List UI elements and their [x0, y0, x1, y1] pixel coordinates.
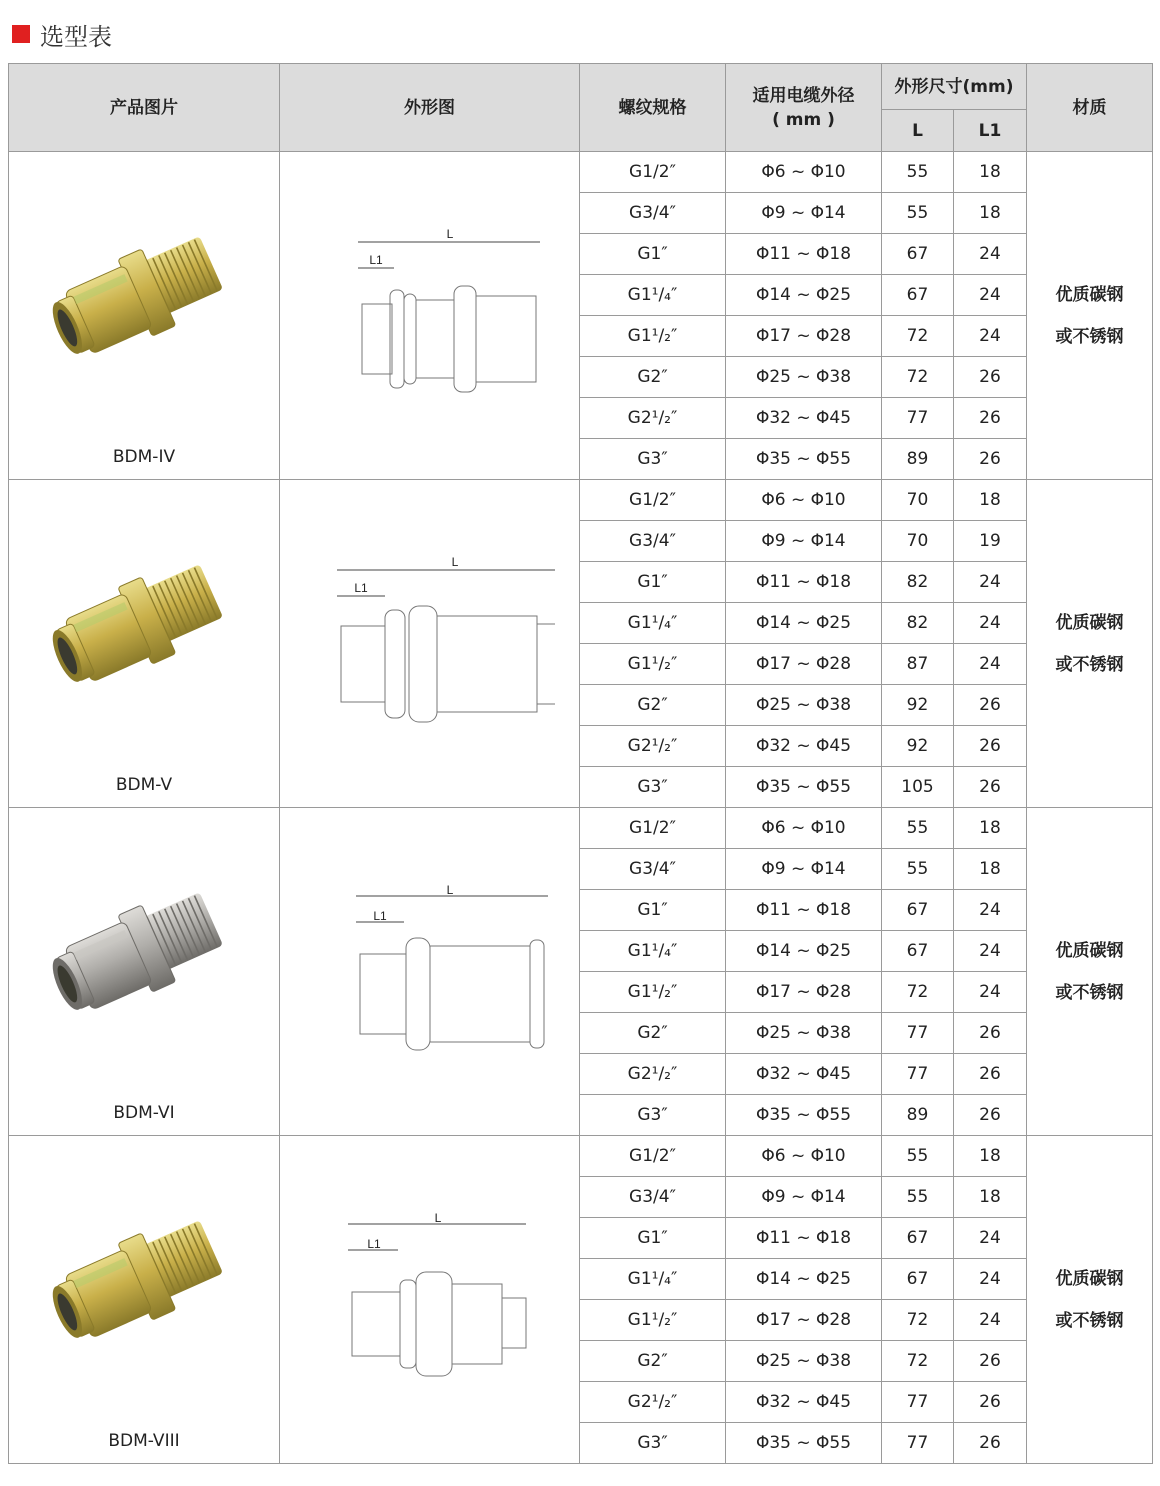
cable-od-cell: Φ6 ~ Φ10 [726, 808, 882, 849]
header-dim-l: L [882, 110, 954, 152]
header-material: 材质 [1027, 64, 1153, 152]
header-cable-od-line1: 适用电缆外径 [752, 85, 855, 106]
dim-l-cell: 67 [882, 234, 954, 275]
dim-l1-cell: 18 [954, 849, 1027, 890]
thread-cell: G2″ [580, 1341, 726, 1382]
header-dims: 外形尺寸(mm) [882, 64, 1027, 110]
header-cable-od-line2: ( mm ) [772, 109, 835, 130]
thread-cell: G2¹/₂″ [580, 398, 726, 439]
dim-l1-cell: 24 [954, 275, 1027, 316]
material-line1: 优质碳钢 [1055, 1268, 1124, 1289]
cable-od-cell: Φ9 ~ Φ14 [726, 193, 882, 234]
cable-od-cell: Φ11 ~ Φ18 [726, 1218, 882, 1259]
header-product-image: 产品图片 [9, 64, 280, 152]
dim-l-cell: 72 [882, 316, 954, 357]
dim-l-cell: 82 [882, 603, 954, 644]
thread-cell: G1¹/₂″ [580, 972, 726, 1013]
dim-l-cell: 92 [882, 685, 954, 726]
model-name: BDM-IV [112, 447, 176, 467]
dim-l1-cell: 26 [954, 1382, 1027, 1423]
thread-cell: G3″ [580, 1095, 726, 1136]
dim-l-cell: 92 [882, 726, 954, 767]
cable-od-cell: Φ32 ~ Φ45 [726, 1054, 882, 1095]
dim-l-cell: 77 [882, 1054, 954, 1095]
thread-cell: G2″ [580, 357, 726, 398]
cable-od-cell: Φ25 ~ Φ38 [726, 685, 882, 726]
dim-l1-label: L1 [353, 580, 368, 595]
dim-l-cell: 55 [882, 1177, 954, 1218]
thread-cell: G2¹/₂″ [580, 726, 726, 767]
dim-l-cell: 105 [882, 767, 954, 808]
dim-l1-cell: 26 [954, 726, 1027, 767]
dim-l-label: L [446, 882, 453, 897]
dim-l-label: L [434, 1210, 441, 1225]
product-photo-icon [39, 1200, 249, 1360]
dim-l-cell: 67 [882, 275, 954, 316]
product-image-cell [9, 808, 280, 1136]
material-line2: 或不锈钢 [1055, 982, 1124, 1003]
material-cell [1027, 1136, 1153, 1464]
outline-drawing-cell [280, 480, 580, 808]
outline-drawing [305, 554, 555, 734]
material-line1: 优质碳钢 [1055, 612, 1124, 633]
thread-cell: G2″ [580, 685, 726, 726]
cable-od-cell: Φ32 ~ Φ45 [726, 1382, 882, 1423]
dim-l-cell: 72 [882, 357, 954, 398]
dim-l1-cell: 18 [954, 1177, 1027, 1218]
dim-l-cell: 72 [882, 1300, 954, 1341]
dim-l-cell: 77 [882, 1423, 954, 1464]
thread-cell: G3/4″ [580, 521, 726, 562]
dim-l-cell: 70 [882, 521, 954, 562]
dim-l1-cell: 24 [954, 890, 1027, 931]
cable-od-cell: Φ11 ~ Φ18 [726, 234, 882, 275]
cable-od-cell: Φ17 ~ Φ28 [726, 1300, 882, 1341]
selection-table [8, 63, 1153, 1464]
dim-l1-cell: 24 [954, 1259, 1027, 1300]
thread-cell: G1¹/₄″ [580, 603, 726, 644]
dim-l-cell: 67 [882, 890, 954, 931]
dim-l1-cell: 26 [954, 1013, 1027, 1054]
dim-l1-cell: 26 [954, 1341, 1027, 1382]
model-name: BDM-V [115, 775, 173, 795]
cable-od-cell: Φ32 ~ Φ45 [726, 726, 882, 767]
cable-od-cell: Φ6 ~ Φ10 [726, 480, 882, 521]
thread-cell: G3″ [580, 767, 726, 808]
dim-l-cell: 77 [882, 1013, 954, 1054]
dim-l-cell: 72 [882, 972, 954, 1013]
thread-cell: G1¹/₄″ [580, 1259, 726, 1300]
thread-cell: G3/4″ [580, 849, 726, 890]
dim-l-cell: 55 [882, 152, 954, 193]
dim-l1-cell: 24 [954, 1218, 1027, 1259]
table-row [9, 480, 1153, 521]
product-photo-icon [39, 872, 249, 1032]
material-line1: 优质碳钢 [1055, 940, 1124, 961]
dim-l-cell: 70 [882, 480, 954, 521]
dim-l-label: L [446, 226, 453, 241]
dim-l1-cell: 19 [954, 521, 1027, 562]
material-cell [1027, 480, 1153, 808]
dim-l-cell: 82 [882, 562, 954, 603]
section-title [12, 18, 112, 50]
header-outline: 外形图 [280, 64, 580, 152]
dim-l-label: L [451, 554, 458, 569]
thread-cell: G1¹/₄″ [580, 931, 726, 972]
dim-l1-label: L1 [372, 908, 387, 923]
dim-l1-cell: 18 [954, 808, 1027, 849]
thread-cell: G1¹/₂″ [580, 316, 726, 357]
product-photo-icon [39, 544, 249, 704]
outline-drawing [300, 1210, 560, 1390]
red-square-icon [12, 25, 30, 43]
cable-od-cell: Φ6 ~ Φ10 [726, 1136, 882, 1177]
thread-cell: G1¹/₄″ [580, 275, 726, 316]
cable-od-cell: Φ32 ~ Φ45 [726, 398, 882, 439]
thread-cell: G1¹/₂″ [580, 1300, 726, 1341]
outline-drawing [300, 226, 560, 406]
dim-l1-cell: 24 [954, 1300, 1027, 1341]
cable-od-cell: Φ9 ~ Φ14 [726, 1177, 882, 1218]
thread-cell: G1″ [580, 890, 726, 931]
cable-od-cell: Φ11 ~ Φ18 [726, 562, 882, 603]
cable-od-cell: Φ11 ~ Φ18 [726, 890, 882, 931]
table-row [9, 152, 1153, 193]
dim-l-cell: 55 [882, 1136, 954, 1177]
product-image-cell [9, 152, 280, 480]
dim-l1-cell: 24 [954, 972, 1027, 1013]
table-body [9, 152, 1153, 1464]
cable-od-cell: Φ14 ~ Φ25 [726, 603, 882, 644]
outline-drawing-cell [280, 152, 580, 480]
dim-l-cell: 72 [882, 1341, 954, 1382]
dim-l-cell: 55 [882, 849, 954, 890]
cable-od-cell: Φ35 ~ Φ55 [726, 1423, 882, 1464]
thread-cell: G1/2″ [580, 808, 726, 849]
dim-l1-cell: 24 [954, 644, 1027, 685]
dim-l1-cell: 18 [954, 480, 1027, 521]
dim-l-cell: 55 [882, 193, 954, 234]
dim-l1-cell: 18 [954, 1136, 1027, 1177]
thread-cell: G1/2″ [580, 152, 726, 193]
dim-l1-cell: 24 [954, 603, 1027, 644]
dim-l1-cell: 18 [954, 193, 1027, 234]
thread-cell: G3/4″ [580, 1177, 726, 1218]
outline-drawing [300, 882, 560, 1062]
material-line2: 或不锈钢 [1055, 654, 1124, 675]
cable-od-cell: Φ35 ~ Φ55 [726, 767, 882, 808]
table-row [9, 1136, 1153, 1177]
thread-cell: G3″ [580, 1423, 726, 1464]
dim-l1-label: L1 [368, 252, 383, 267]
cable-od-cell: Φ25 ~ Φ38 [726, 1013, 882, 1054]
material-cell [1027, 808, 1153, 1136]
outline-drawing-cell [280, 808, 580, 1136]
dim-l1-cell: 26 [954, 439, 1027, 480]
thread-cell: G1″ [580, 234, 726, 275]
cable-od-cell: Φ17 ~ Φ28 [726, 644, 882, 685]
cable-od-cell: Φ25 ~ Φ38 [726, 357, 882, 398]
dim-l1-cell: 26 [954, 1423, 1027, 1464]
model-name: BDM-VI [113, 1103, 175, 1123]
dim-l1-cell: 24 [954, 562, 1027, 603]
dim-l1-cell: 26 [954, 767, 1027, 808]
thread-cell: G2″ [580, 1013, 726, 1054]
cable-od-cell: Φ14 ~ Φ25 [726, 275, 882, 316]
model-name: BDM-VIII [108, 1431, 180, 1451]
cable-od-cell: Φ9 ~ Φ14 [726, 849, 882, 890]
product-image-cell [9, 480, 280, 808]
dim-l1-cell: 18 [954, 152, 1027, 193]
header-thread: 螺纹规格 [580, 64, 726, 152]
thread-cell: G1¹/₂″ [580, 644, 726, 685]
dim-l-cell: 55 [882, 808, 954, 849]
dim-l-cell: 89 [882, 1095, 954, 1136]
dim-l-cell: 67 [882, 1218, 954, 1259]
cable-od-cell: Φ9 ~ Φ14 [726, 521, 882, 562]
dim-l-cell: 87 [882, 644, 954, 685]
cable-od-cell: Φ17 ~ Φ28 [726, 972, 882, 1013]
dim-l1-cell: 26 [954, 357, 1027, 398]
material-line2: 或不锈钢 [1055, 326, 1124, 347]
dim-l-cell: 67 [882, 931, 954, 972]
cable-od-cell: Φ14 ~ Φ25 [726, 931, 882, 972]
cable-od-cell: Φ6 ~ Φ10 [726, 152, 882, 193]
header-dim-l1: L1 [954, 110, 1027, 152]
thread-cell: G2¹/₂″ [580, 1382, 726, 1423]
outline-drawing-cell [280, 1136, 580, 1464]
cable-od-cell: Φ35 ~ Φ55 [726, 1095, 882, 1136]
thread-cell: G2¹/₂″ [580, 1054, 726, 1095]
dim-l-cell: 89 [882, 439, 954, 480]
dim-l1-label: L1 [366, 1236, 381, 1251]
material-line1: 优质碳钢 [1055, 284, 1124, 305]
cable-od-cell: Φ17 ~ Φ28 [726, 316, 882, 357]
dim-l-cell: 67 [882, 1259, 954, 1300]
dim-l1-cell: 24 [954, 234, 1027, 275]
dim-l1-cell: 24 [954, 931, 1027, 972]
thread-cell: G1/2″ [580, 1136, 726, 1177]
dim-l1-cell: 26 [954, 1095, 1027, 1136]
dim-l-cell: 77 [882, 398, 954, 439]
page-title: 选型表 [40, 22, 112, 51]
thread-cell: G1/2″ [580, 480, 726, 521]
header-cable-od [726, 64, 882, 152]
dim-l1-cell: 24 [954, 316, 1027, 357]
dim-l1-cell: 26 [954, 685, 1027, 726]
material-cell [1027, 152, 1153, 480]
thread-cell: G3″ [580, 439, 726, 480]
thread-cell: G1″ [580, 562, 726, 603]
product-photo-icon [39, 216, 249, 376]
thread-cell: G3/4″ [580, 193, 726, 234]
table-row [9, 808, 1153, 849]
cable-od-cell: Φ14 ~ Φ25 [726, 1259, 882, 1300]
dim-l1-cell: 26 [954, 1054, 1027, 1095]
cable-od-cell: Φ35 ~ Φ55 [726, 439, 882, 480]
product-image-cell [9, 1136, 280, 1464]
cable-od-cell: Φ25 ~ Φ38 [726, 1341, 882, 1382]
dim-l1-cell: 26 [954, 398, 1027, 439]
material-line2: 或不锈钢 [1055, 1310, 1124, 1331]
thread-cell: G1″ [580, 1218, 726, 1259]
dim-l-cell: 77 [882, 1382, 954, 1423]
